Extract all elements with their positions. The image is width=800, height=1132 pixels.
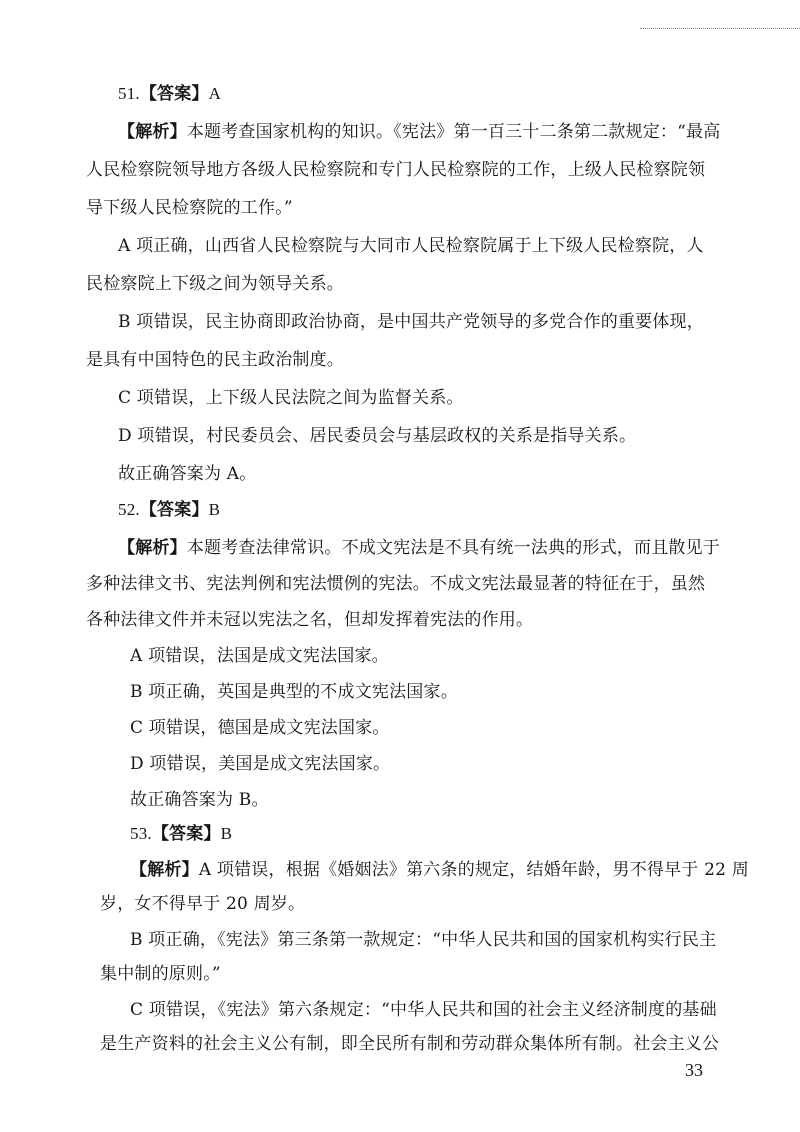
q53-line-1: A 项错误，根据《婚姻法》第六条的规定，结婚年龄，男不得早于 22 周 xyxy=(198,860,749,880)
q52-analysis-tag: 【解析】 xyxy=(118,538,187,558)
q51-label: 51. xyxy=(118,84,140,103)
q53-answer-tag: 【答案】 xyxy=(151,824,221,844)
q52-option-d: D 项错误，美国是成文宪法国家。 xyxy=(130,754,391,774)
q51-option-b-1: B 项错误，民主协商即政治协商，是中国共产党领导的多党合作的重要体现， xyxy=(118,312,704,332)
q52-analysis-line-1 xyxy=(118,536,720,560)
q51-analysis-line-1 xyxy=(118,120,720,144)
q51-analysis-tag: 【解析】 xyxy=(118,122,187,142)
q51-option-c: C 项错误，上下级人民法院之间为监督关系。 xyxy=(118,388,464,408)
header-rule xyxy=(640,28,800,35)
q51-line-1: 本题考查国家机构的知识。《宪法》第一百三十二条第二款规定：“最高 xyxy=(186,122,721,142)
q51-option-b-2: 是具有中国特色的民主政治制度。 xyxy=(86,350,344,370)
q52-line-2: 多种法律文书、宪法判例和宪法惯例的宪法。不成文宪法最显著的特征在于，虽然 xyxy=(86,574,706,594)
q52-line-3: 各种法律文件并未冠以宪法之名，但却发挥着宪法的作用。 xyxy=(86,610,534,630)
q53-answer-line xyxy=(130,822,232,846)
q51-conclusion: 故正确答案为 A。 xyxy=(118,464,257,484)
q51-option-d: D 项错误，村民委员会、居民委员会与基层政权的关系是指导关系。 xyxy=(118,426,637,446)
page-number: 33 xyxy=(685,1060,703,1080)
q53-option-c-1: C 项错误，《宪法》第六条规定：“中华人民共和国的社会主义经济制度的基础 xyxy=(130,1000,717,1020)
q52-line-1: 本题考查法律常识。不成文宪法是不具有统一法典的形式，而且散见于 xyxy=(186,538,721,558)
q51-line-3: 导下级人民检察院的工作。” xyxy=(86,198,293,218)
q53-analysis-tag: 【解析】 xyxy=(130,860,199,880)
q51-answer-tag: 【答案】 xyxy=(139,84,209,104)
q52-answer-tag: 【答案】 xyxy=(139,500,209,520)
q53-option-c-2: 是生产资料的社会主义公有制，即全民所有制和劳动群众集体所有制。社会主义公 xyxy=(100,1034,720,1054)
q53-option-b-2: 集中制的原则。” xyxy=(100,964,221,984)
q51-option-a-2: 民检察院上下级之间为领导关系。 xyxy=(86,274,344,294)
q53-label: 53. xyxy=(130,824,152,843)
q52-option-c: C 项错误，德国是成文宪法国家。 xyxy=(130,718,390,738)
q52-option-b: B 项正确，英国是典型的不成文宪法国家。 xyxy=(130,682,458,702)
q51-option-a-1: A 项正确，山西省人民检察院与大同市人民检察院属于上下级人民检察院，人 xyxy=(118,236,704,256)
q53-option-b-1: B 项正确，《宪法》第三条第一款规定：“中华人民共和国的国家机构实行民主 xyxy=(130,930,717,950)
q52-option-a: A 项错误，法国是成文宪法国家。 xyxy=(130,646,389,666)
q51-answer-line xyxy=(118,82,221,106)
q52-label: 52. xyxy=(118,500,140,519)
q53-answer: B xyxy=(220,824,233,843)
q52-answer: B xyxy=(208,500,221,519)
q51-line-2: 人民检察院领导地方各级人民检察院和专门人民检察院的工作，上级人民检察院领 xyxy=(86,160,706,180)
q53-line-2: 岁，女不得早于 20 周岁。 xyxy=(100,894,306,914)
q51-answer: A xyxy=(208,84,222,103)
q52-answer-line xyxy=(118,498,220,522)
q53-analysis-line-1 xyxy=(130,858,749,882)
q52-conclusion: 故正确答案为 B。 xyxy=(130,790,269,810)
